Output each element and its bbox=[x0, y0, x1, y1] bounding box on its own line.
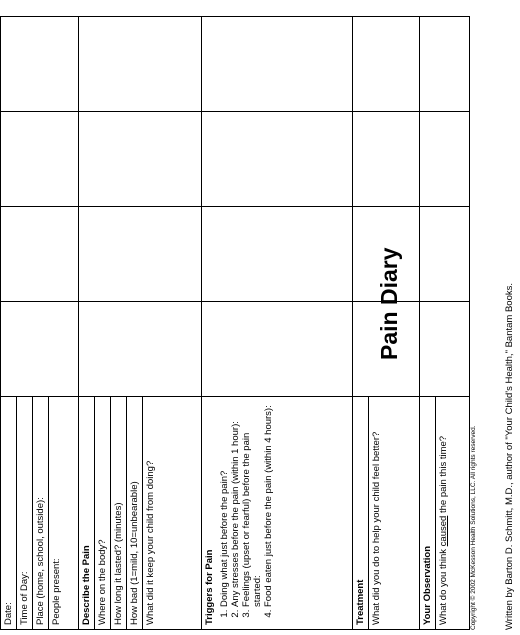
table-row bbox=[79, 17, 202, 630]
entry-cell[interactable] bbox=[1, 207, 79, 302]
page-title: Pain Diary bbox=[376, 247, 402, 360]
entry-cell[interactable] bbox=[352, 207, 419, 302]
triggers-heading: Triggers for Pain bbox=[203, 549, 215, 625]
describe-pain-heading: Describe the Pain bbox=[81, 545, 93, 625]
entry-cell[interactable] bbox=[1, 302, 79, 397]
observation-question-start: What do you think bbox=[437, 546, 449, 625]
entry-cell[interactable] bbox=[419, 302, 469, 397]
time-of-day-label: Time of Day: bbox=[16, 397, 32, 629]
entry-cell[interactable] bbox=[419, 112, 469, 207]
entry-cell[interactable] bbox=[352, 302, 419, 397]
entry-cell[interactable] bbox=[419, 207, 469, 302]
entry-cell[interactable] bbox=[201, 302, 352, 397]
trigger-item: 3. Feelings (upset or fearful) before the pain started: bbox=[241, 401, 263, 607]
observation-question-emphasis: caused bbox=[437, 515, 449, 547]
treatment-heading: Treatment bbox=[354, 579, 366, 625]
trigger-item: 1. Doing what just before the pain? bbox=[219, 401, 230, 607]
observation-question-end: the pain this time? bbox=[437, 435, 449, 516]
entry-cell[interactable] bbox=[352, 112, 419, 207]
triggers-cell bbox=[201, 397, 352, 630]
table-row bbox=[1, 17, 79, 630]
table-row bbox=[201, 17, 352, 630]
entry-cell[interactable] bbox=[79, 112, 202, 207]
observation-cell bbox=[419, 397, 469, 630]
where-label: Where on the body? bbox=[94, 397, 110, 629]
triggers-list bbox=[219, 401, 274, 625]
severity-label: How bad (1=mild, 10=unbearable) bbox=[126, 397, 142, 629]
impact-label: What did it keep your child from doing? bbox=[142, 397, 158, 629]
trigger-item: 2. Any stresses before the pain (within 1 hour): bbox=[230, 401, 241, 607]
observation-question bbox=[435, 397, 451, 629]
treatment-cell bbox=[352, 397, 419, 630]
entry-cell[interactable] bbox=[201, 17, 352, 112]
entry-cell[interactable] bbox=[79, 302, 202, 397]
entry-cell[interactable] bbox=[79, 17, 202, 112]
treatment-question: What did you do to help your child feel better? bbox=[368, 397, 384, 629]
duration-label: How long it lasted? (minutes) bbox=[110, 397, 126, 629]
entry-cell[interactable] bbox=[201, 112, 352, 207]
entry-cell[interactable] bbox=[352, 17, 419, 112]
entry-cell[interactable] bbox=[419, 17, 469, 112]
author-credit: Written by Barton D. Schmitt, M.D., author of "Your Child's Health," Bantam Books. bbox=[504, 282, 515, 630]
header-labels-cell bbox=[1, 397, 79, 630]
entry-cell[interactable] bbox=[79, 207, 202, 302]
table-row bbox=[419, 17, 469, 630]
pain-diary-table bbox=[0, 20, 470, 630]
entry-cell[interactable] bbox=[1, 112, 79, 207]
observation-heading: Your Observation bbox=[421, 545, 433, 625]
trigger-item: 4. Food eaten just before the pain (within 4 hours): bbox=[263, 401, 274, 607]
entry-cell[interactable] bbox=[201, 207, 352, 302]
copyright-notice: Copyright © 2002 McKesson Health Solutions, LLC. All rights reserved. bbox=[470, 425, 477, 630]
entry-cell[interactable] bbox=[1, 17, 79, 112]
describe-pain-cell bbox=[79, 397, 202, 630]
place-label: Place (home, school, outside): bbox=[32, 397, 48, 629]
table-row bbox=[352, 17, 419, 630]
date-label: Date: bbox=[3, 602, 14, 625]
people-present-label: People present: bbox=[48, 397, 64, 629]
